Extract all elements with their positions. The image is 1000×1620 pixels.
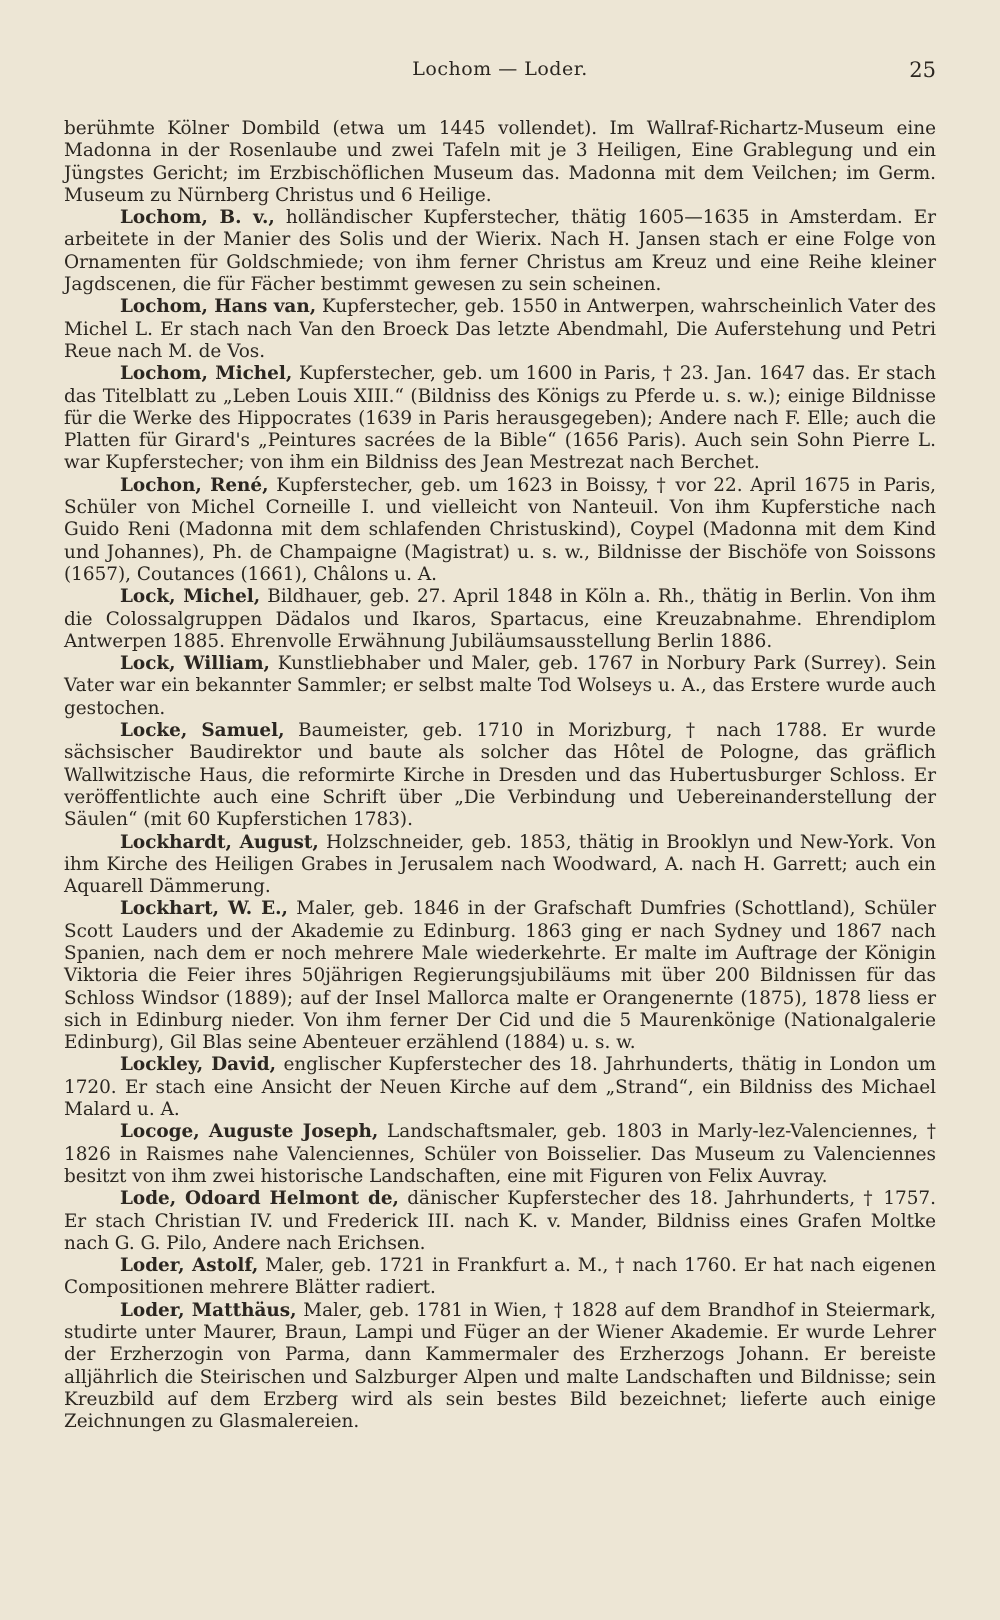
entry-headword: Lockhart, W. E., (120, 898, 288, 920)
entry-continuation (64, 118, 936, 207)
entry-headword: Loder, Astolf, (120, 1255, 259, 1277)
entry-text: Kupferstecher, geb. 1550 in Antwerpen, wahrscheinlich Vater des Michel L. Er stach nach Van den Broeck Das letzte Abendmahl, Die Auferstehung und Petri Reue nach M. de Vos. (64, 296, 937, 362)
entry-lochon-rene (64, 475, 936, 586)
entry-text: Kupferstecher, geb. um 1600 in Paris, † 23. Jan. 1647 das. Er stach das Titelblatt zu „Leben Louis XIII.“ (Bildniss des Königs zu Pferde u. s. w.); einige Bildnisse für die Werke des Hippocrates (1639 in Paris herausgegeben); Andere nach F. Elle; auch die Platten für Girard's „Peintures sacrées de la Bible“ (1656 Paris). Auch sein Sohn Pierre L. war Kupferstecher; von ihm ein Bildniss des Jean Mestrezat nach Berchet. (64, 363, 936, 474)
entry-lochom-b (64, 207, 936, 296)
entry-text: dänischer Kupferstecher des 18. Jahrhunderts, † 1757. Er stach Christian IV. und Frederick III. nach K. v. Mander, Bildniss eines Grafen Moltke nach G. G. Pilo, Andere nach Erichsen. (64, 1188, 936, 1254)
entry-lockhardt-august (64, 832, 936, 899)
entry-headword: Lochon, René, (120, 474, 269, 496)
entry-text: Maler, geb. 1781 in Wien, † 1828 auf dem Brandhof in Steiermark, studirte unter Maurer, Braun, Lampi und Füger an der Wiener Akademie. Er wurde Lehrer der Erzherzogin von Parma, dann Kammermaler des Erzherzogs Johann. Er bereiste alljährlich die Steirischen und Salzburger Alpen und malte Landschaften und Bildnisse; sein Kreuzbild auf dem Erzberg wird als sein bestes Bild bezeichnet; lieferte auch einige Zeichnungen zu Glasmalereien. (64, 1299, 937, 1433)
entry-text: holländischer Kupferstecher, thätig 1605—1635 in Amsterdam. Er arbeitete in der Manier des Solis und der Wierix. Nach H. Jansen stach er eine Folge von Ornamenten für Goldschmiede; von ihm ferner Christus am Kreuz und eine Reihe kleiner Jagdscenen, die für Fächer bestimmt gewesen zu sein scheinen. (64, 207, 936, 296)
entry-lochom-hans (64, 296, 936, 363)
entry-lode-odoard (64, 1188, 936, 1255)
entry-text: berühmte Kölner Dombild (etwa um 1445 vollendet). Im Wallraf-Richartz-Museum eine Madonna in der Rosenlaube und zwei Tafeln mit je 3 Heiligen, Eine Grablegung und ein Jüngstes Gericht; im Erzbischöflichen Museum das. Madonna mit dem Veilchen; im Germ. Museum zu Nürnberg Christus und 6 Heilige. (64, 118, 936, 206)
entry-text: Maler, geb. 1721 in Frankfurt a. M., † nach 1760. Er hat nach eigenen Compositionen mehrere Blätter radiert. (64, 1255, 936, 1299)
entry-headword: Locoge, Auguste Joseph, (120, 1121, 379, 1143)
entry-headword: Lockhardt, August, (120, 831, 319, 853)
entry-lockley-david (64, 1054, 936, 1121)
entry-headword: Lode, Odoard Helmont de, (120, 1188, 399, 1210)
entry-lock-michel (64, 586, 936, 653)
entry-text: Bildhauer, geb. 27. April 1848 in Köln a. Rh., thätig in Berlin. Von ihm die Colossalgruppen Dädalos und Ikaros, Spartacus, eine Kreuzabnahme. Ehrendiplom Antwerpen 1885. Ehrenvolle Erwähnung Jubiläumsausstellung Berlin 1886. (64, 586, 936, 652)
entry-text: englischer Kupferstecher des 18. Jahrhunderts, thätig in London um 1720. Er stach eine Ansicht der Neuen Kirche auf dem „Strand“, ein Bildniss des Michael Malard u. A. (64, 1054, 937, 1121)
entry-headword: Lochom, B. v., (120, 207, 275, 229)
entry-headword: Lock, Michel, (120, 586, 261, 608)
running-header (64, 58, 936, 88)
entry-text: Kunstliebhaber und Maler, geb. 1767 in Norbury Park (Surrey). Sein Vater war ein bekannter Sammler; er selbst malte Tod Wolseys u. A., das Erstere wurde auch gestochen. (64, 653, 936, 719)
entry-text: Maler, geb. 1846 in der Grafschaft Dumfries (Schottland), Schüler Scott Lauders und der Akademie zu Edinburg. 1863 ging er nach Sydney und 1867 nach Spanien, nach dem er noch mehrere Male wiederkehrte. Er malte im Auftrage der Königin Viktoria die Feier ihres 50jährigen Regierungsjubiläums mit über 200 Bildnissen für das Schloss Windsor (1889); auf der Insel Mallorca malte er Orangenernte (1875), 1878 liess er sich in Edinburg nieder. Von ihm ferner Der Cid und die 5 Maurenkönige (Nationalgalerie Edinburg), Gil Blas seine Abenteuer erzählend (1884) u. s. w. (64, 898, 936, 1054)
entry-text: Holzschneider, geb. 1853, thätig in Brooklyn und New-York. Von ihm Kirche des Heiligen Grabes in Jerusalem nach Woodward, A. nach H. Garrett; auch ein Aquarell Dämmerung. (64, 831, 936, 898)
entry-loder-matthaeus (64, 1300, 936, 1434)
entry-headword: Lochom, Michel, (120, 363, 293, 385)
entry-locoge-auguste (64, 1121, 936, 1188)
entry-locke-samuel (64, 720, 936, 831)
entry-lock-william (64, 653, 936, 720)
page-number: 25 (909, 58, 936, 82)
entry-headword: Loder, Matthäus, (120, 1299, 297, 1321)
entry-loder-astolf (64, 1255, 936, 1300)
entry-text: Kupferstecher, geb. um 1623 in Boissy, † vor 22. April 1675 in Paris, Schüler von Michel Corneille I. und vielleicht von Nanteuil. Von ihm Kupferstiche nach Guido Reni (Madonna mit dem schlafenden Christuskind), Coypel (Madonna mit dem Kind und Johannes), Ph. de Champaigne (Magistrat) u. s. w., Bildnisse der Bischöfe von Soissons (1657), Coutances (1661), Châlons u. A. (64, 474, 937, 585)
entry-text: Baumeister, geb. 1710 in Morizburg, † nach 1788. Er wurde sächsischer Baudirektor und baute als solcher das Hôtel de Pologne, das gräflich Wallwitzische Haus, die reformirte Kirche in Dresden und das Hubertusburger Schloss. Er veröffentlichte auch eine Schrift über „Die Verbindung und Uebereinanderstellung der Säulen“ (mit 60 Kupferstichen 1783). (64, 720, 936, 831)
entry-headword: Lock, William, (120, 653, 270, 675)
entry-headword: Lochom, Hans van, (120, 296, 317, 318)
entry-lockhart-we (64, 898, 936, 1054)
entry-headword: Locke, Samuel, (120, 720, 285, 742)
dictionary-text (64, 118, 936, 1434)
entry-headword: Lockley, David, (120, 1054, 277, 1076)
entry-lochom-michel (64, 363, 936, 474)
entry-text: Landschaftsmaler, geb. 1803 in Marly-lez-Valenciennes, † 1826 in Raismes nahe Valenciennes, Schüler von Boisselier. Das Museum zu Valenciennes besitzt von ihm zwei historische Landschaften, eine mit Figuren von Felix Auvray. (64, 1121, 936, 1187)
running-title: Lochom — Loder. (412, 58, 588, 80)
